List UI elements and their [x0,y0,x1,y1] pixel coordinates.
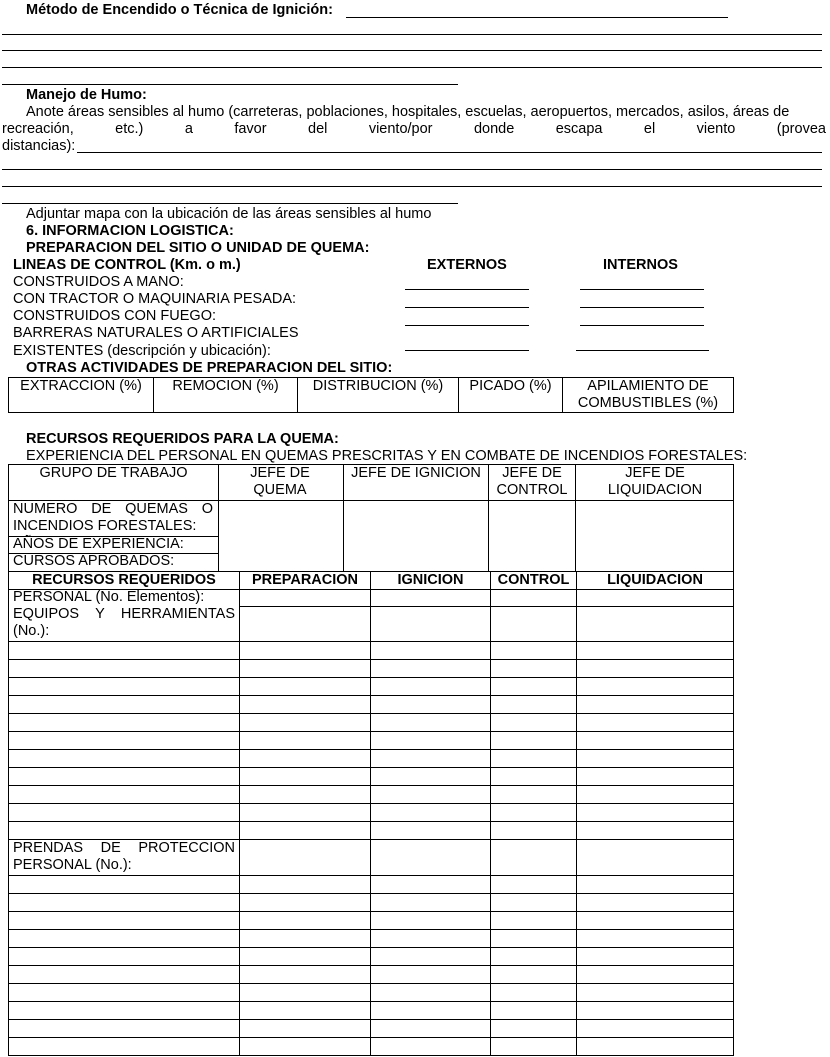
smoke-text-word: (provea [776,121,826,137]
internos-input-line[interactable] [580,325,704,326]
exp-row-label: CURSOS APROBADOS: [13,553,175,569]
table-row-line [8,875,734,876]
table-row-line [8,731,734,732]
smoke-text-line3: distancias): [2,138,76,154]
table-row-line [8,659,734,660]
ignition-line[interactable] [2,50,822,51]
externos-input-line[interactable] [405,307,529,308]
control-row-label: CONSTRUIDOS CON FUEGO: [13,308,217,324]
control-row-label: CON TRACTOR O MAQUINARIA PESADA: [13,291,297,307]
table-row-line [8,803,734,804]
table-row-line [8,677,734,678]
externos-heading: EXTERNOS [427,257,507,273]
smoke-text-line1: Anote áreas sensibles al humo (carreteras, poblaciones, hospitales, escuelas, aeropuertos, mercados, asilos, áreas de [26,104,790,120]
table-row-line [8,1001,734,1002]
smoke-text-word: el [643,121,656,137]
table-row-line [8,1037,734,1038]
table-row-line [8,929,734,930]
table-row-line [8,947,734,948]
req-header-ignicion: IGNICION [397,572,464,588]
ignition-input-line[interactable] [346,17,728,18]
smoke-text-word: donde [473,121,515,137]
map-note: Adjuntar mapa con la ubicación de las áreas sensibles al humo [26,206,432,222]
smoke-line[interactable] [2,203,458,204]
externos-input-line[interactable] [405,325,529,326]
smoke-text-word: recreación, [2,121,74,137]
activity-remocion: REMOCION (%) [172,378,279,394]
control-row-label: EXISTENTES (descripción y ubicación): [13,343,271,359]
exp-row-label: AÑOS DE EXPERIENCIA: [13,536,184,552]
activity-extraccion: EXTRACCION (%) [20,378,142,394]
exp-header-jefe-quema: JEFE DE QUEMA [250,465,310,498]
smoke-input-line[interactable] [77,152,822,153]
ignition-line[interactable] [2,84,458,85]
externos-input-line[interactable] [405,350,529,351]
smoke-text-word: etc.) [115,121,144,137]
table-row-line [8,965,734,966]
ignition-line[interactable] [2,67,822,68]
req-row-personal: PERSONAL (No. Elementos): [13,589,205,605]
exp-header-jefe-ignicion: JEFE DE IGNICION [351,465,481,481]
experience-title: EXPERIENCIA DEL PERSONAL EN QUEMAS PRESCRITAS Y EN COMBATE DE INCENDIOS FORESTALES: [26,448,748,464]
activity-picado: PICADO (%) [469,378,552,394]
smoke-title: Manejo de Humo: [26,87,147,103]
smoke-text-word: favor [234,121,267,137]
externos-input-line[interactable] [405,289,529,290]
ignition-line[interactable] [2,34,822,35]
smoke-text-word: del [308,121,328,137]
req-header-preparacion: PREPARACION [251,572,359,588]
resources-title: RECURSOS REQUERIDOS PARA LA QUEMA: [26,431,339,447]
req-header-recursos: RECURSOS REQUERIDOS [32,572,216,588]
req-header-liquidacion: LIQUIDACION [607,572,703,588]
internos-input-line[interactable] [576,350,709,351]
ignition-label: Método de Encendido o Técnica de Ignición: [26,2,333,18]
exp-row-label: NUMERO DE QUEMAS O INCENDIOS FORESTALES: [13,501,213,534]
activity-apilamiento: APILAMIENTO DE COMBUSTIBLES (%) [577,378,719,411]
table-row-line [8,911,734,912]
smoke-text-word: viento [696,121,736,137]
control-lines-heading: LINEAS DE CONTROL (Km. o m.) [13,257,241,273]
control-row-label: BARRERAS NATURALES O ARTIFICIALES [13,325,299,341]
req-header-control: CONTROL [497,572,570,588]
table-row-line [8,893,734,894]
table-row-line [8,767,734,768]
exp-header-jefe-control: JEFE DE CONTROL [496,465,568,498]
internos-input-line[interactable] [580,289,704,290]
table-row-line [8,641,734,642]
table-row-line [8,749,734,750]
internos-heading: INTERNOS [603,257,678,273]
smoke-line[interactable] [2,169,822,170]
smoke-text-word: a [184,121,193,137]
exp-header-grupo: GRUPO DE TRABAJO [39,465,188,481]
smoke-text-word: escapa [555,121,603,137]
table-row-line [8,983,734,984]
table-row-line [8,713,734,714]
control-row-label: CONSTRUIDOS A MANO: [13,274,184,290]
site-prep-title: PREPARACION DEL SITIO O UNIDAD DE QUEMA: [26,240,370,256]
exp-header-jefe-liquidacion: JEFE DE LIQUIDACION [607,465,703,498]
activity-distribucion: DISTRIBUCION (%) [312,378,444,394]
table-row-line [239,606,734,607]
table-row-line [8,821,734,822]
smoke-text-word: viento/por [368,121,433,137]
req-row-prendas: PRENDAS DE PROTECCION PERSONAL (No.): [13,840,235,873]
table-row-line [8,785,734,786]
table-row-line [8,1019,734,1020]
logistics-title: 6. INFORMACION LOGISTICA: [26,223,234,239]
req-row-equipos: EQUIPOS Y HERRAMIENTAS (No.): [13,606,235,639]
table-row-line [8,695,734,696]
other-activities-title: OTRAS ACTIVIDADES DE PREPARACION DEL SITIO: [26,360,393,376]
internos-input-line[interactable] [580,307,704,308]
smoke-text-line2 [2,121,826,138]
smoke-line[interactable] [2,186,822,187]
